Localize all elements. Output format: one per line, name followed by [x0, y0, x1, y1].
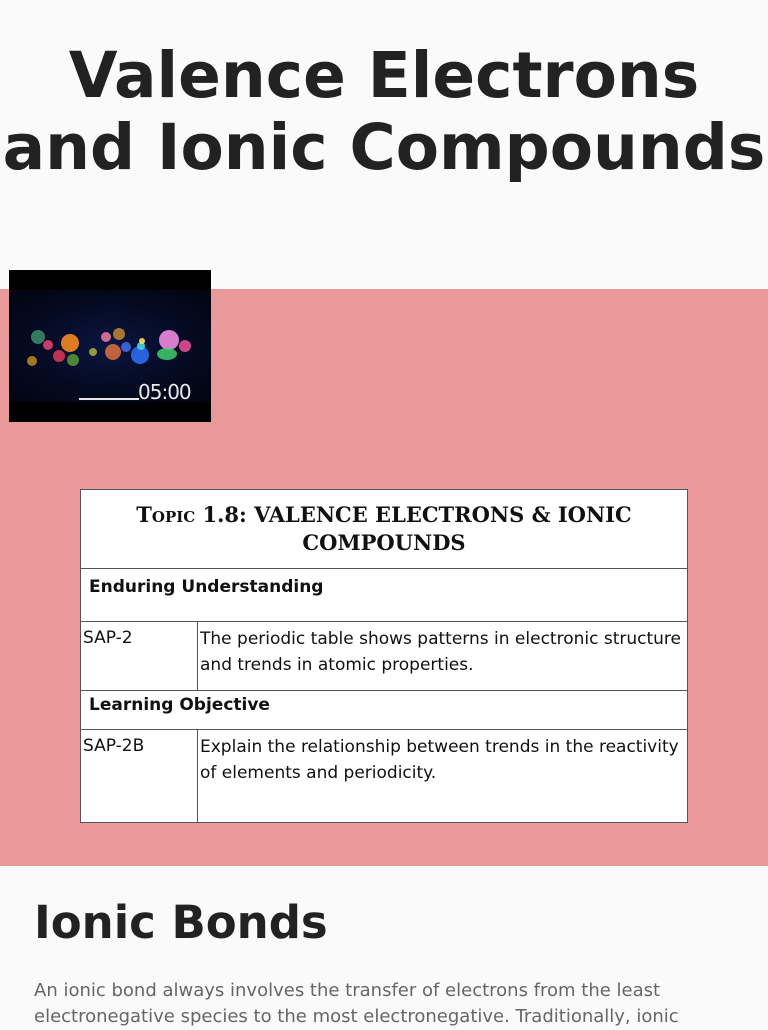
timer-video[interactable] — [9, 270, 211, 422]
page-title: Valence Electrons and Ionic Compounds — [2, 39, 766, 184]
topic-table — [80, 489, 688, 823]
learning-objective-label: Learning Objective — [81, 691, 688, 730]
lo-code: SAP-2B — [81, 730, 198, 823]
section-body: An ionic bond always involves the transfer of electrons from the least electronegative species to the most electronegative. Traditionally, ionic — [34, 980, 679, 1027]
lo-text: Explain the relationship between trends in the reactivity of elements and periodicity. — [198, 730, 688, 823]
enduring-understanding-label: Enduring Understanding — [81, 569, 688, 622]
section-title: Ionic Bonds — [34, 896, 328, 949]
topic-heading: Topic 1.8: VALENCE ELECTRONS & IONIC COMPOUNDS — [81, 490, 688, 569]
eu-text: The periodic table shows patterns in electronic structure and trends in atomic properties. — [198, 622, 688, 691]
eu-code: SAP-2 — [81, 622, 198, 691]
timer-progress-line — [79, 398, 139, 400]
timer-readout: 05:00 — [138, 380, 191, 404]
